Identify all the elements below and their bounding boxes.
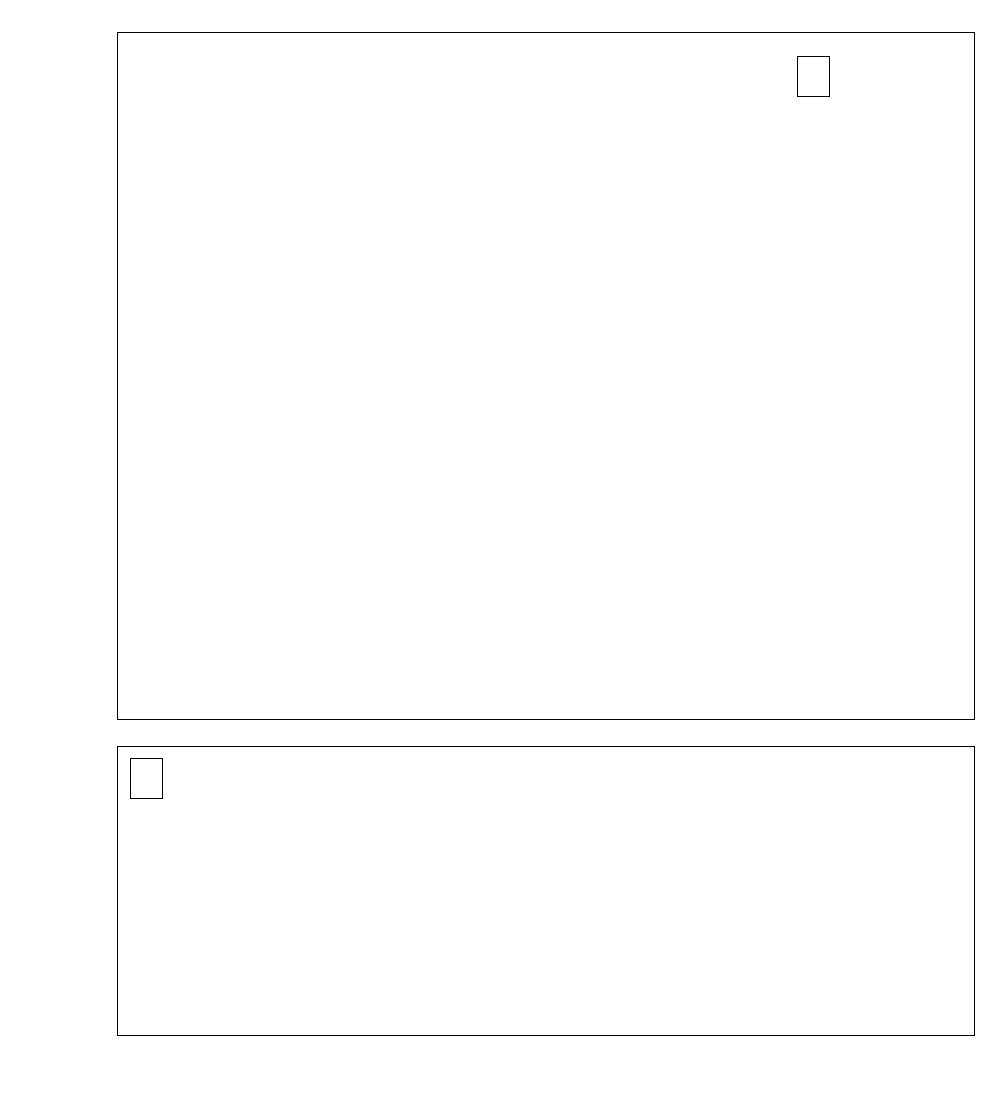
rupture-count-plot — [117, 746, 975, 1036]
incremental-rate-plot — [117, 32, 975, 720]
legend-item-utilized-ruptures — [138, 778, 154, 792]
bottom-legend — [130, 758, 163, 799]
legend-swatch-available — [138, 764, 147, 778]
legend-item-nucleation — [805, 76, 821, 90]
legend-swatch-utilized — [138, 778, 147, 792]
legend-item-available-ruptures — [138, 764, 154, 778]
legend-swatch-nucleation — [805, 76, 814, 90]
legend-swatch-participation — [805, 62, 814, 76]
top-legend — [797, 56, 830, 97]
legend-item-participation — [805, 62, 821, 76]
